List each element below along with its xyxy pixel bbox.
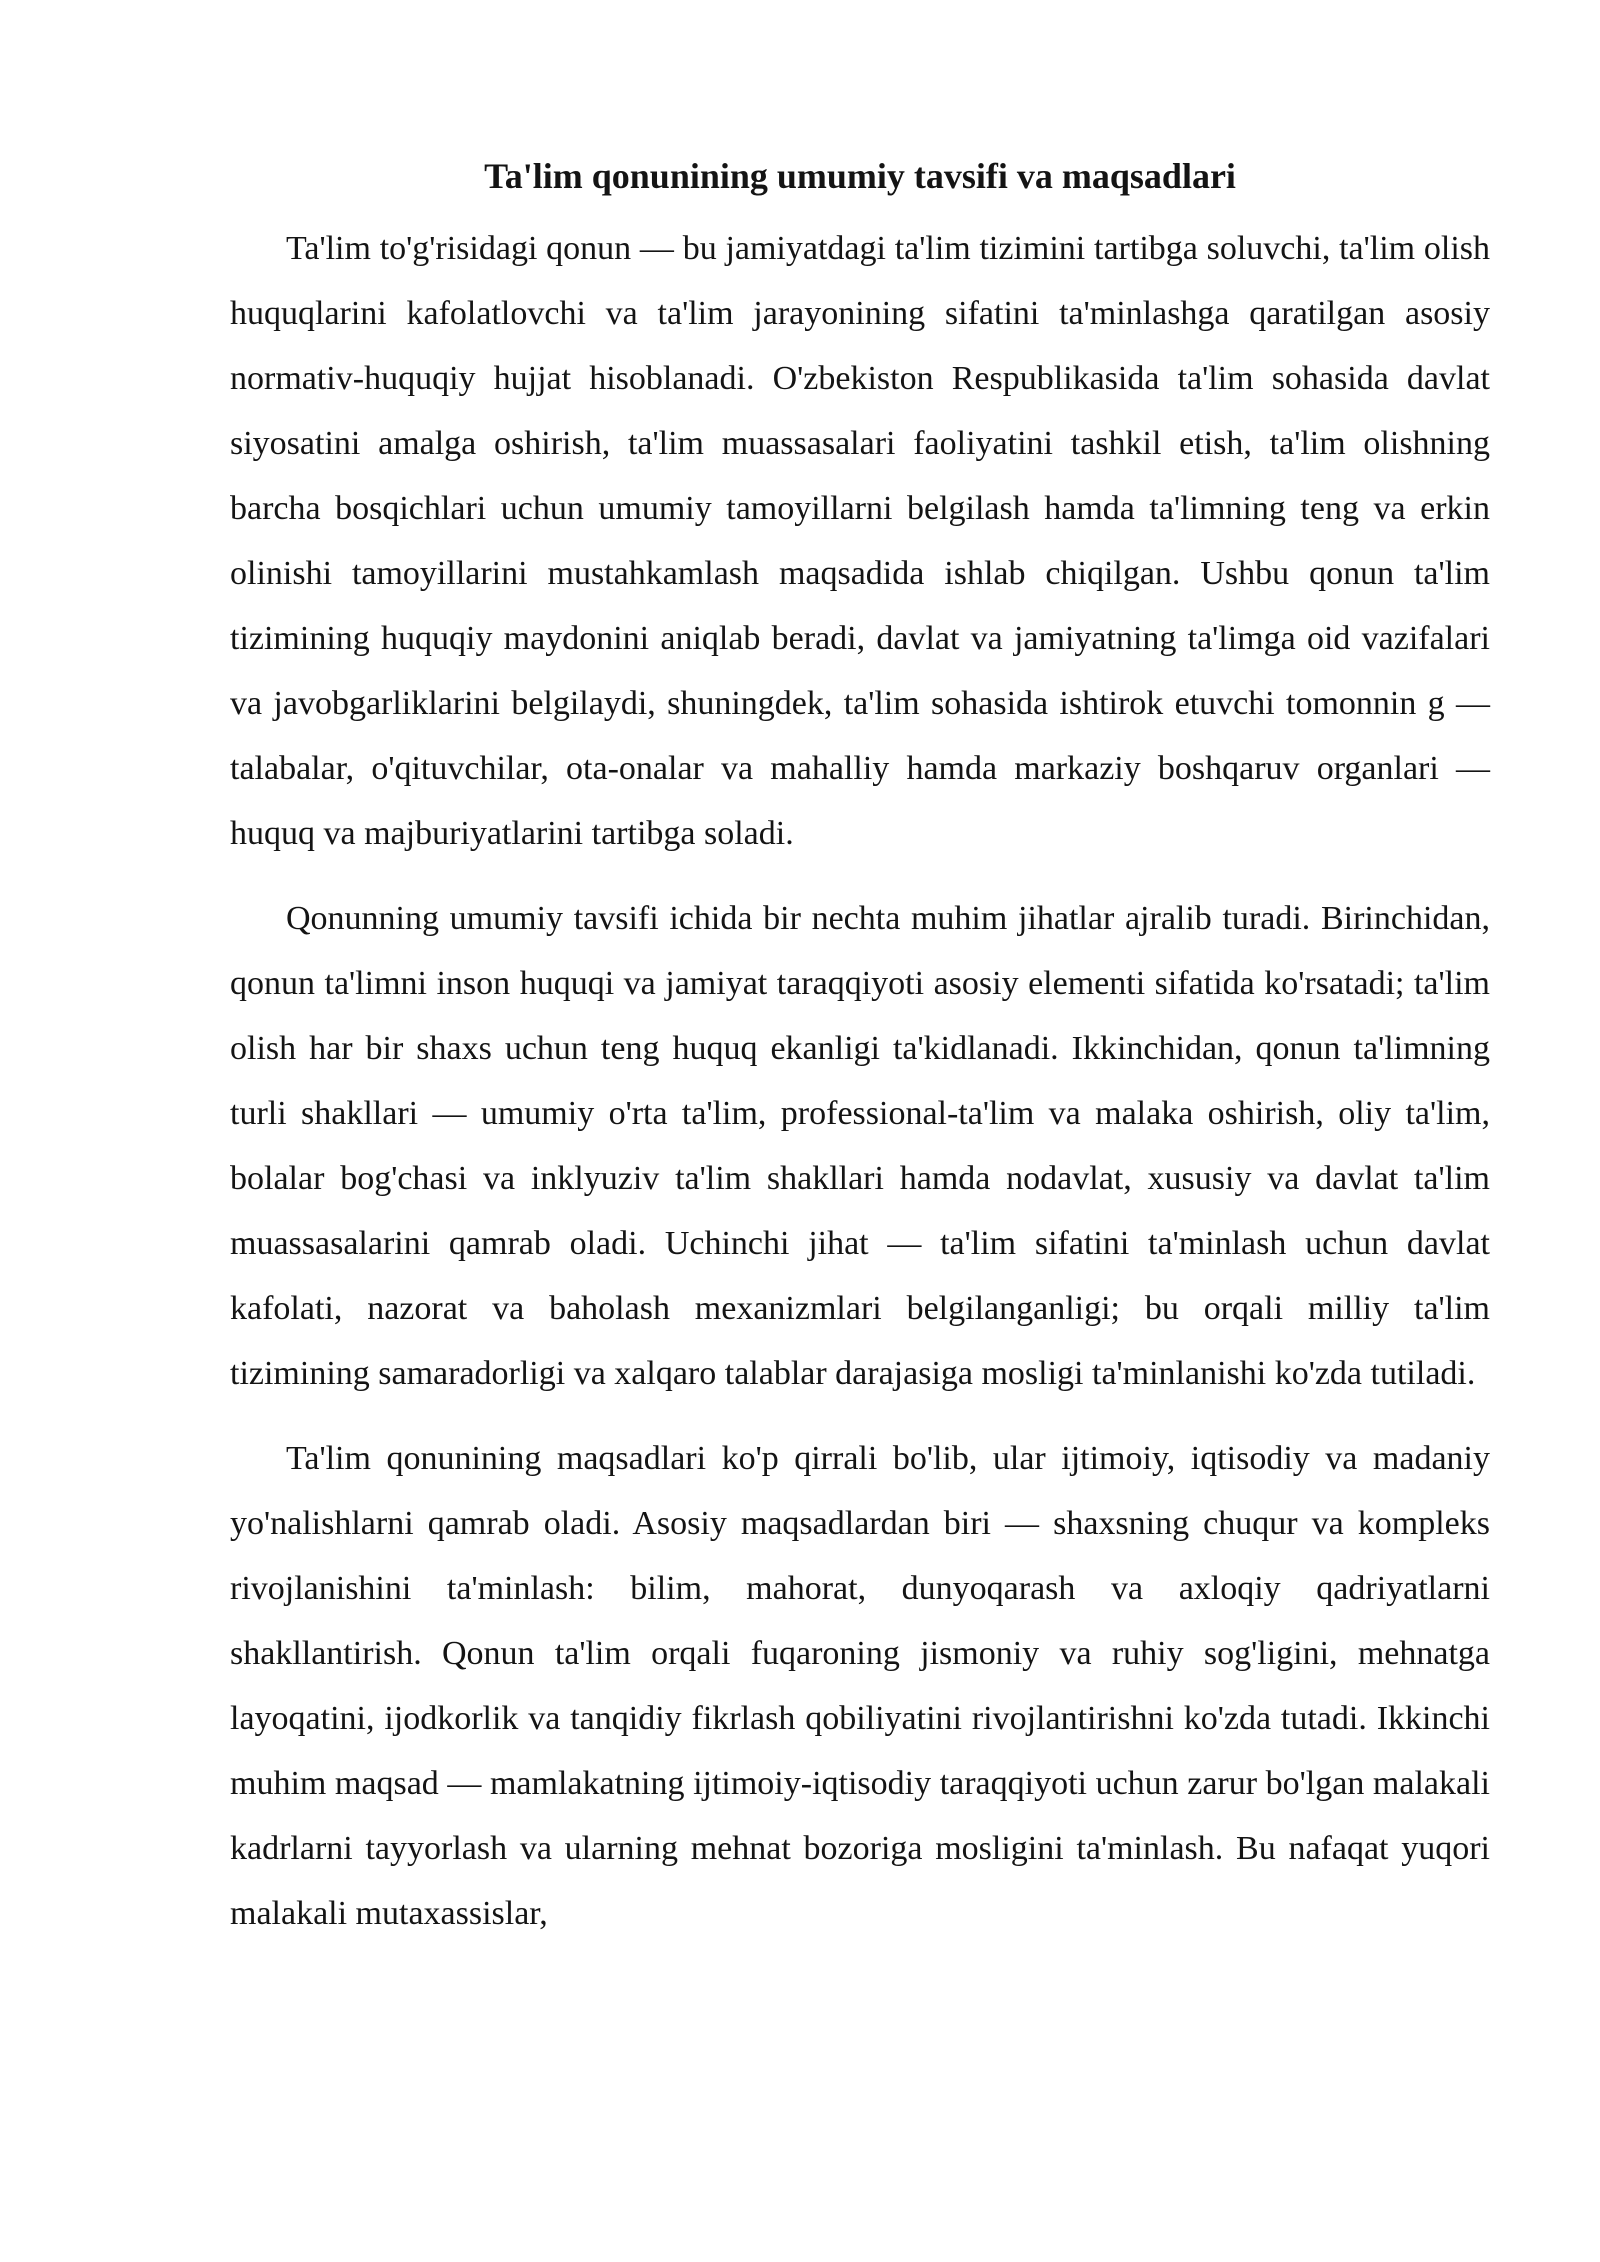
paragraph-general-aspects: Qonunning umumiy tavsifi ichida bir nechta muhim jihatlar ajralib turadi. Birinchidan, qonun ta'limni inson huquqi va jamiyat taraqqiyoti asosiy elementi sifatida ko'rsatadi; ta'lim olish har bir shaxs uchun teng huquq ekanligi ta'kidlanadi. Ikkinchidan, qonun ta'limning turli shakllari — umumiy o'rta ta'lim, professional-ta'lim va malaka oshirish, oliy ta'lim, bolalar bog'chasi va inklyuziv ta'lim shakllari hamda nodavlat, xususiy va davlat ta'lim muassasalarini qamrab oladi. Uchinchi jihat — ta'lim sifatini ta'minlash uchun davlat kafolati, nazorat va baholash mexanizmlari belgilanganligi; bu orqali milliy ta'lim tizimining samaradorligi va xalqaro talablar darajasiga mosligi ta'minlanishi ko'zda tutiladi. — [230, 900, 1490, 1392]
document-title: Ta'lim qonunining umumiy tavsifi va maqsadlari — [484, 156, 1236, 196]
paragraph-goals: Ta'lim qonunining maqsadlari ko'p qirrali bo'lib, ular ijtimoiy, iqtisodiy va madaniy yo'nalishlarni qamrab oladi. Asosiy maqsadlardan biri — shaxsning chuqur va kompleks rivojlanishini ta'minlash: bilim, mahorat, dunyoqarash va axloqiy qadriyatlarni shakllantirish. Qonun ta'lim orqali fuqaroning jismoniy va ruhiy sog'ligini, mehnatga layoqatini, ijodkorlik va tanqidiy fikrlash qobiliyatini rivojlantirishni ko'zda tutadi. Ikkinchi muhim maqsad — mamlakatning ijtimoiy-iqtisodiy taraqqiyoti uchun zarur bo'lgan malakali kadrlarni tayyorlash va ularning mehnat bozoriga mosligini ta'minlash. Bu nafaqat yuqori malakali mutaxassislar, — [230, 1440, 1490, 1932]
document-content — [230, 150, 1490, 1966]
paragraph-general-definition: Ta'lim to'g'risidagi qonun — bu jamiyatdagi ta'lim tizimini tartibga soluvchi, ta'lim olish huquqlarini kafolatlovchi va ta'lim jarayonining sifatini ta'minlashga qaratilgan asosiy normativ-huquqiy hujjat hisoblanadi. O'zbekiston Respublikasida ta'lim sohasida davlat siyosatini amalga oshirish, ta'lim muassasalari faoliyatini tashkil etish, ta'lim olishning barcha bosqichlari uchun umumiy tamoyillarni belgilash hamda ta'limning teng va erkin olinishi tamoyillarini mustahkamlash maqsadida ishlab chiqilgan. Ushbu qonun ta'lim tizimining huquqiy maydonini aniqlab beradi, davlat va jamiyatning ta'limga oid vazifalari va javobgarliklarini belgilaydi, shuningdek, ta'lim sohasida ishtirok etuvchi tomonnin g — talabalar, o'qituvchilar, ota-onalar va mahalliy hamda markaziy boshqaruv organlari — huquq va majburiyatlarini tartibga soladi. — [230, 230, 1490, 852]
